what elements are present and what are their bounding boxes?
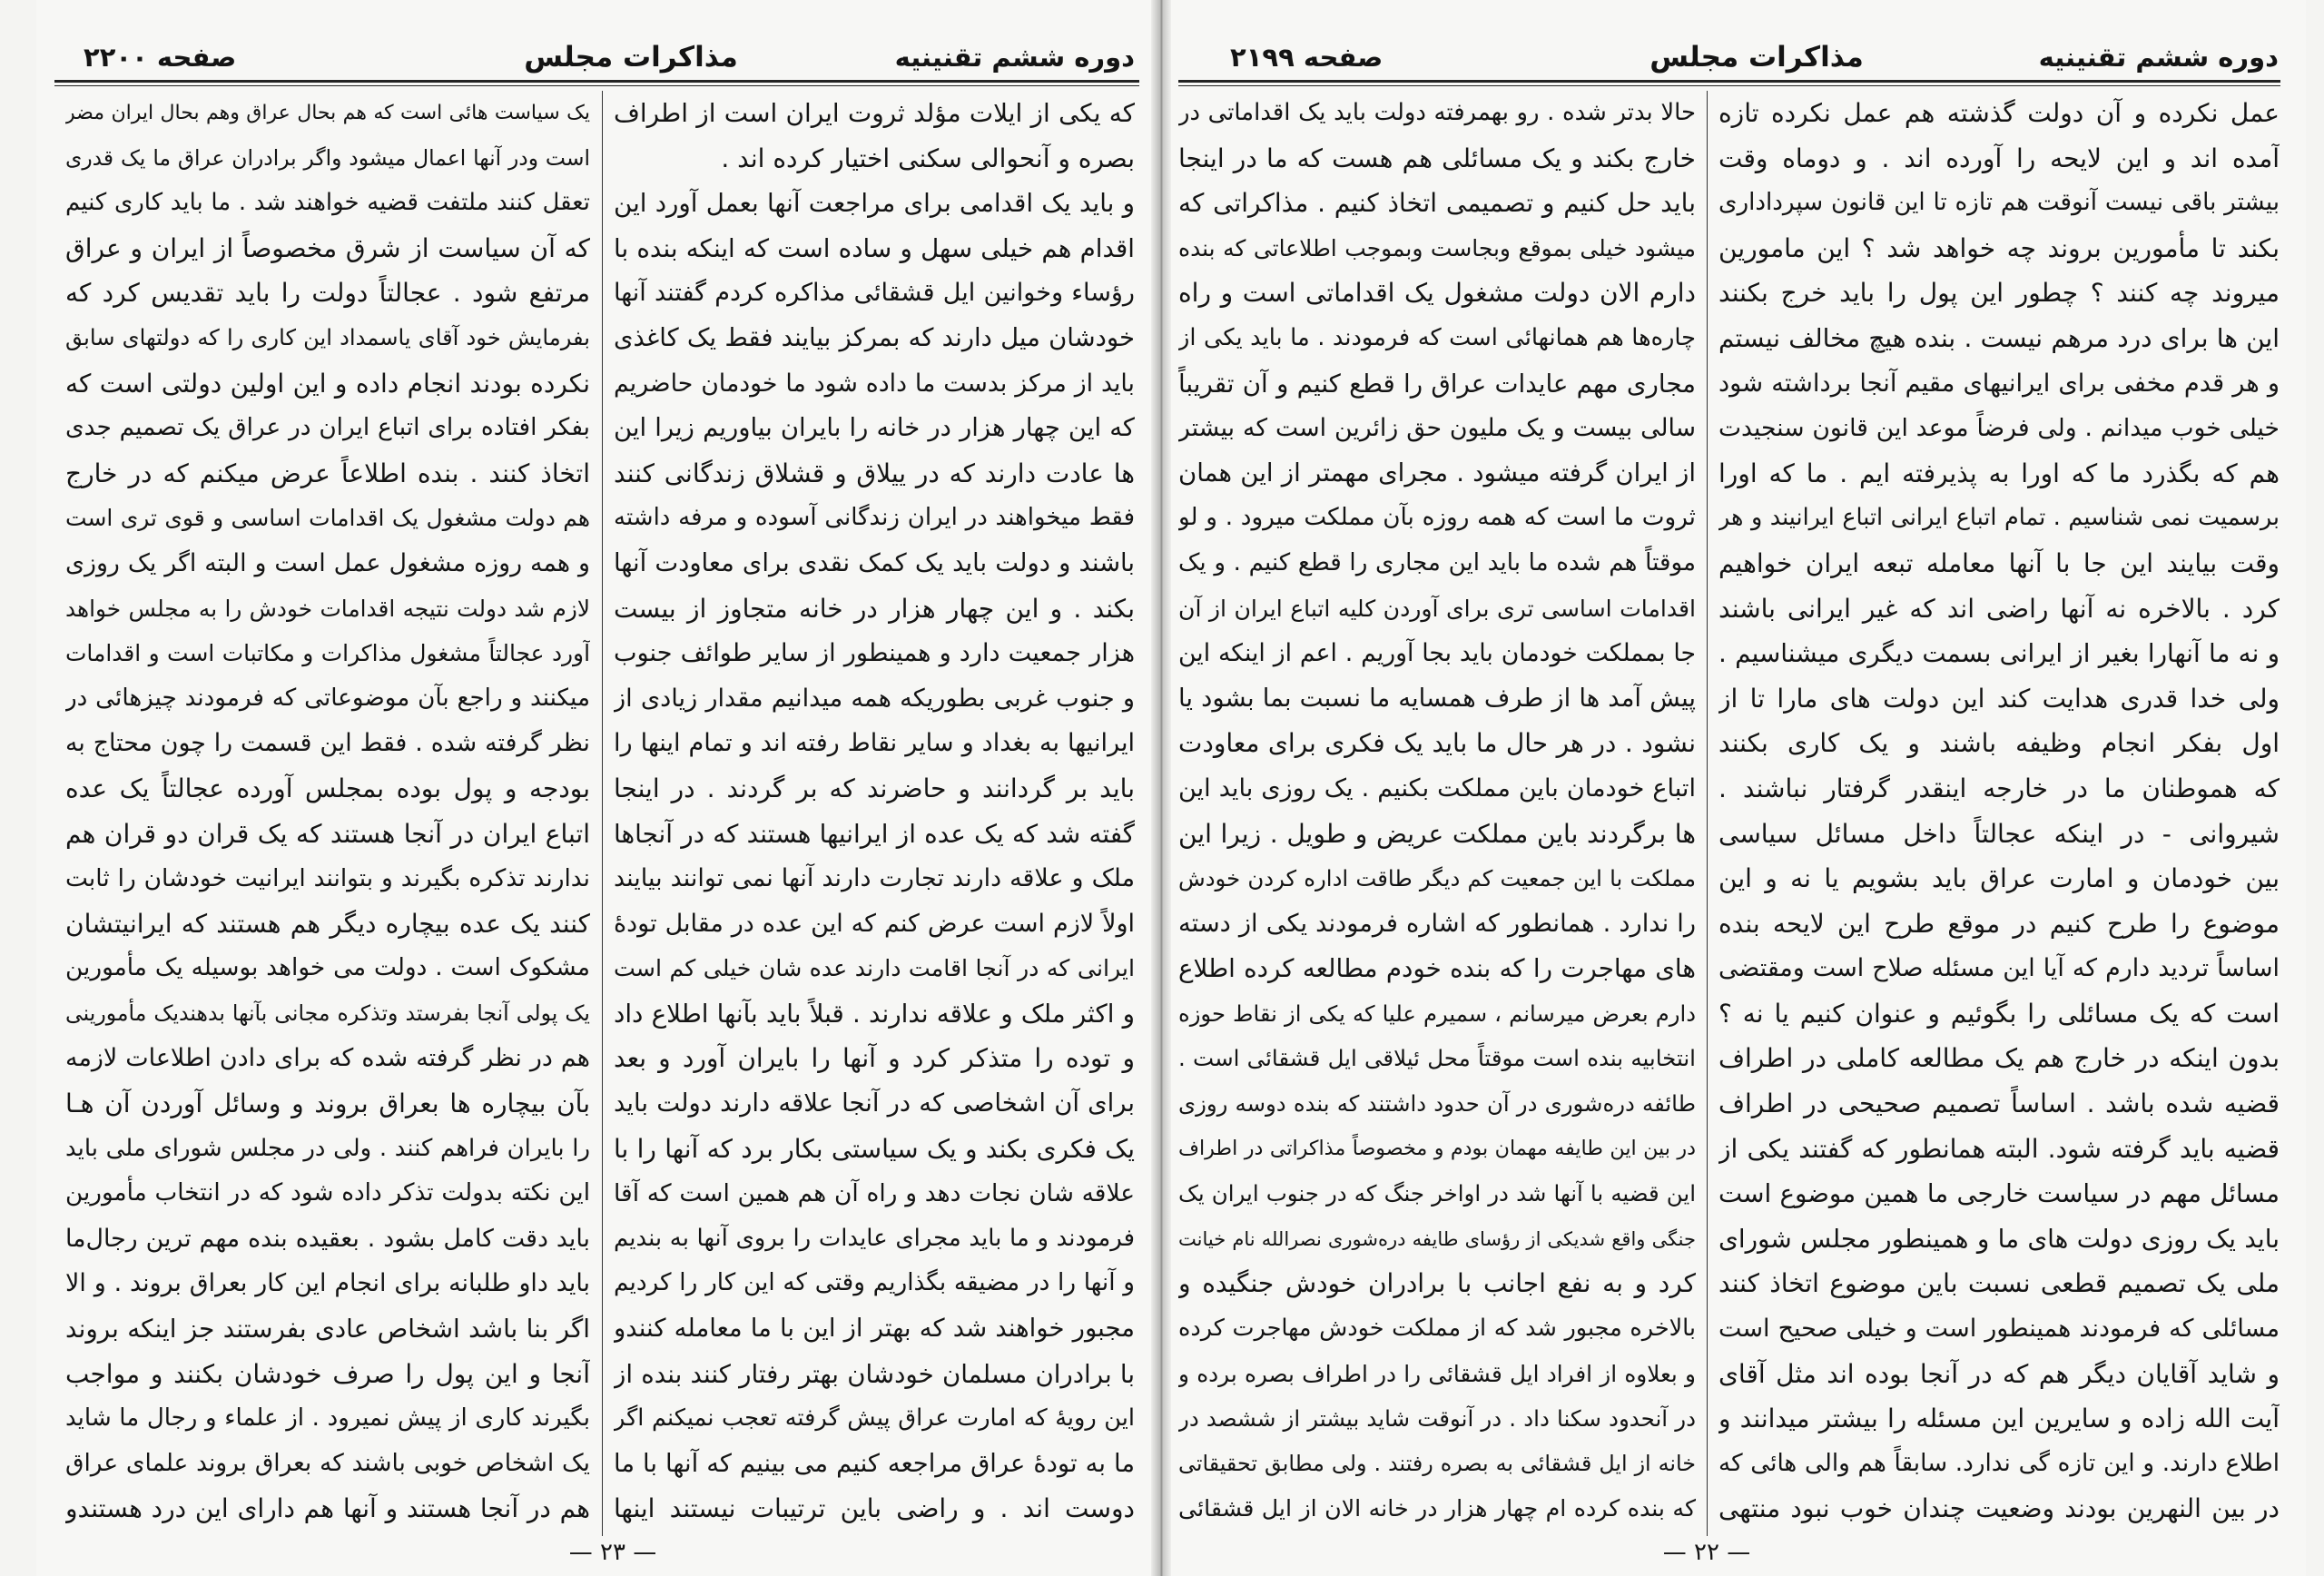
text-line: بفکر افتاده برای اتباع ایران در عراق یک تصمیم جدی bbox=[65, 414, 590, 442]
text-line: موضوع را طرح کنیم در موقع طرح این لایحه بنده bbox=[1718, 908, 2280, 939]
text-line: بدون اینکه در خارج هم یک مطالعه کاملی در اطراف bbox=[1718, 1043, 2280, 1074]
session-label: دوره ششم تقنینیه bbox=[894, 42, 1135, 73]
text-line: در آنحدود سکنا داد . در آنوقت شاید بیشتر از ششصد در bbox=[1178, 1405, 1696, 1433]
text-line: اول بفکر انجام وظیفه باشند و یک کاری بکنند bbox=[1718, 728, 2280, 759]
text-line: و بعلاوه از افراد ایل قشقائی را در اطراف بصره برده و bbox=[1178, 1360, 1696, 1387]
text-line: قضیه شده باشد . اساساً تصمیم صحیحی در اطراف bbox=[1718, 1088, 2280, 1119]
text-line: کرد . بالاخره نه آنها راضی اند که غیر ایرانی باشند bbox=[1718, 593, 2280, 624]
text-line: اقدامات اساسی تری برای آوردن کلیه اتباع ایران از آن bbox=[1178, 595, 1696, 622]
text-line: و هر قدم مخفی برای ایرانیهای مقیم آنجا برداشته شود bbox=[1718, 369, 2280, 398]
text-line: پیش آمد ها از طرف همسایه ما نسبت بما بشود یا bbox=[1178, 684, 1696, 713]
text-line: که این چهار هزار در خانه را بایران بیاوریم زیرا این bbox=[614, 414, 1135, 443]
text-line: ندارند تذکره بگیرند و بتوانند ایرانیت خودشان را ثابت bbox=[65, 864, 590, 893]
text-line: گفته شد که یک عده از ایرانیها هستند که در آنجاها bbox=[614, 818, 1135, 849]
text-line: که یکی از ایلات مؤلد ثروت ایران است از اطراف bbox=[614, 98, 1135, 128]
text-line: اطلاع دارند. و این تازه گی ندارد. سابقاً هم والی هائی که bbox=[1718, 1449, 2280, 1477]
text-line: مسائل مهم در سیاست خارجی ما همین موضوع است bbox=[1718, 1178, 2280, 1209]
text-line: باید از مرکز بدست ما داده شود ما خودمان حاضریم bbox=[614, 369, 1135, 398]
text-line: بودجه و پول بوده بمجلس آورده عجالتاً یک عده bbox=[65, 773, 590, 803]
text-line: است که یک مسائلی را بگوئیم و عنوان کنیم یا نه ؟ bbox=[1718, 998, 2280, 1029]
text-line: لازم شد دولت نتیجه اقدامات خودش را به مجلس خواهد bbox=[65, 595, 590, 622]
text-line: رؤساء وخوانین ایل قشقائی مذاکره کردم گفتند آنها bbox=[614, 279, 1135, 308]
journal-title: مذاکرات مجلس bbox=[1649, 41, 1864, 74]
text-line: ثروت ما است که همه روزه بآن مملکت میرود . و لو bbox=[1178, 504, 1696, 532]
text-line: های مهاجرت را که بنده خودم مطالعه کرده اطلاع bbox=[1178, 953, 1696, 984]
text-line: یک سیاست هائی است که هم بحال عراق وهم بحال ایران مضر bbox=[65, 102, 590, 124]
text-line: و نه ما آنهارا بغیر از ایرانی بسمت دیگری میشناسیم . bbox=[1718, 638, 2280, 669]
text-line: و اکثر ملک و علاقه ندارند . قبلاً باید بآنها اطلاع داد bbox=[614, 998, 1135, 1029]
text-line: اگر بنا باشد اشخاص عادی بفرستند جز اینکه بروند bbox=[65, 1314, 590, 1345]
text-line: و جنوب غربی بطوریکه همه میدانیم مقدار زیادی از bbox=[614, 684, 1135, 713]
text-line: ها عادت دارند که در ییلاق و قشلاق زندگانی کنند bbox=[614, 458, 1135, 488]
text-line: است ودر آنها اعمال میشود واگر برادران عراق ما یک قدری bbox=[65, 144, 590, 171]
text-line: و آنها را در مضیقه بگذاریم وقتی که این کار را کردیم bbox=[614, 1269, 1135, 1297]
text-line: فرمودند و ما باید مجرای عایدات را بروی آنها به بندیم bbox=[614, 1224, 1135, 1252]
text-line: مسائلی که فرمودند همینطور است و خیلی صحیح است bbox=[1718, 1315, 2280, 1344]
text-line: برای آن اشخاصی که در آنجا علاقه دارند دولت باید bbox=[614, 1089, 1135, 1118]
text-line: هزار جمعیت دارد و همینطور از سایر طوائف جنوب bbox=[614, 639, 1135, 668]
text-line: کرد و به نفع اجانب با برادران خودش جنگیده و bbox=[1178, 1268, 1696, 1299]
column-divider bbox=[1707, 91, 1708, 1536]
text-line: برسمیت نمی شناسیم . تمام اتباع ایرانی اتباع ایرانیند و هر bbox=[1718, 504, 2280, 532]
text-column-right bbox=[614, 91, 1135, 1536]
text-line: هم دولت مشغول یک اقدامات اساسی و قوی تری است bbox=[65, 505, 590, 532]
text-line: طائفه دره‌شوری در آن حدود داشتند که بنده دوسه روزی bbox=[1178, 1090, 1696, 1118]
text-line: موقتاً هم شده ما باید این مجاری را قطع کنیم . و یک bbox=[1178, 548, 1696, 576]
text-line: اساساً تردید دارم که آیا این مسئله صلاح است ومقتضی bbox=[1718, 954, 2280, 983]
text-line: مجاری مهم عایدات عراق را قطع کنیم و آن تقریباً bbox=[1178, 368, 1696, 399]
text-line: این قضیه با آنها شد در اواخر جنگ که در جنوب ایران یک bbox=[1178, 1180, 1696, 1207]
text-line: باید بر گردانند و حاضرند که بر گردند . در اینجا bbox=[614, 773, 1135, 803]
text-line: خانه از ایل قشقائی به بصره رفتند . ولی مطابق تحقیقاتی bbox=[1178, 1450, 1696, 1476]
text-line: میروند چه کنند ؟ چطور این پول را باید خرج بکنند bbox=[1718, 278, 2280, 309]
text-line: بالاخره مجبور شد که از مملکت خودش مهاجرت کرده bbox=[1178, 1315, 1696, 1343]
text-column-left bbox=[65, 91, 590, 1536]
page-number-label: صفحه ۲۱۹۹ bbox=[1230, 42, 1384, 73]
text-line: میکنند و راجع بآن موضوعاتی که فرمودند چیزهائی در bbox=[65, 684, 590, 712]
text-line: ایرانی که در آنجا اقامت دارند عده شان خیلی کم است bbox=[614, 955, 1135, 982]
text-line: چاره‌ها هم همانهائی است که فرمودند . ما باید یکی از bbox=[1178, 323, 1696, 351]
page-footer-number: — ۲۲ — bbox=[1662, 1539, 1751, 1566]
text-line: که هموطنان ما در خارجه اینقدر گرفتار نباشند . bbox=[1718, 773, 2280, 803]
text-line: خودشان میل دارند که بمرکز بیایند فقط یک کاغذی bbox=[614, 323, 1135, 352]
text-line: آنجا و این پول را صرف خودشان بکنند و مواجب bbox=[65, 1358, 590, 1389]
text-line: و باید یک اقدامی برای مراجعت آنها بعمل آورد این bbox=[614, 188, 1135, 219]
text-line: باید یک روزی دولت های ما و همینطور مجلس شورای bbox=[1718, 1223, 2280, 1254]
page-footer-number: — ۲۳ — bbox=[568, 1539, 657, 1566]
text-line: اتباع خودمان باین مملکت بکنیم . یک روزی باید این bbox=[1178, 773, 1696, 803]
text-line: آورد عجالتاً مشغول مذاکرات و مکاتبات است و اقدامات bbox=[65, 640, 590, 667]
text-line: اقدام هم خیلی سهل و ساده است که اینکه بنده با bbox=[614, 232, 1135, 263]
text-line: انتخابیه بنده است موقتاً محل ئیلاقی ایل قشقائی است . bbox=[1178, 1045, 1696, 1072]
text-line: شیروانی - در اینکه عجالتاً داخل مسائل سیاسی bbox=[1718, 818, 2280, 849]
text-line: کنند یک عده بیچاره دیگر هم هستند که ایرانیتشان bbox=[65, 908, 590, 939]
text-line: نکرده بودند انجام داده و این اولین دولتی است که bbox=[65, 368, 590, 399]
text-line: جا بمملکت خودمان باید بجا آوریم . اعم از اینکه این bbox=[1178, 639, 1696, 668]
text-line: مرتفع شود . عجالتاً دولت را باید تقدیس کرد که bbox=[65, 278, 590, 309]
text-line: هم که بگذرد ما که اورا به پذیرفته ایم . ما که اورا bbox=[1718, 458, 2280, 488]
text-line: نشود . در هر حال ما باید یک فکری برای معاودت bbox=[1178, 728, 1696, 759]
text-line: وقت بیایند این جا با آنها معامله تبعه ایران خواهیم bbox=[1718, 547, 2280, 578]
header-rule bbox=[54, 80, 1139, 86]
text-line: مجبور خواهند شد که بهتر از این با ما معامله کنندو bbox=[614, 1314, 1135, 1344]
text-line: باید حل کنیم و تصمیمی اتخاذ کنیم . مذاکراتی که bbox=[1178, 188, 1696, 219]
text-line: بیشتر باقی نیست آنوقت هم تازه تا این قانون سپرداداری bbox=[1718, 189, 2280, 217]
text-line: بکند تا مأمورین بروند چه خواهد شد ؟ این مامورین bbox=[1718, 232, 2280, 263]
text-line: در بین این طایفه مهمان بودم و مخصوصاً مذاکراتی در اطراف bbox=[1178, 1136, 1696, 1160]
text-line: باید دقت کامل بشود . بعقیده بنده مهم ترین رجال‌ما bbox=[65, 1224, 590, 1253]
text-line: اتباع ایران در آنجا هستند که یک قران دو قران هم bbox=[65, 818, 590, 849]
text-line: اولاً لازم است عرض کنم که این عده در مقابل تودهٔ bbox=[614, 909, 1135, 938]
text-line: جنگی واقع شدیکی از رؤسای طایفه دره‌شوری نصرالله نام خیانت bbox=[1178, 1226, 1696, 1250]
text-line: در بین النهرین بودند وضعیت چندان خوب نبود منتهی bbox=[1718, 1493, 2280, 1524]
text-line: این نکته بدولت تذکر داده شود که در انتخاب مأمورین bbox=[65, 1179, 590, 1207]
text-line: باید داو طلبانه برای انجام این کار بعراق بروند . و الا bbox=[65, 1269, 590, 1298]
text-line: از ایران گرفته میشود . مجرای مهمتر از این همان bbox=[1178, 458, 1696, 488]
text-line: عمل نکرده و آن دولت گذشته هم عمل نکرده تازه bbox=[1718, 98, 2280, 128]
text-line: یک فکری بکند و یک سیاستی بکار برد که آنها را با bbox=[614, 1133, 1135, 1164]
text-line: تعقل کنند ملتفت قضیه خواهند شد . ما باید کاری کنیم bbox=[65, 189, 590, 217]
text-line: خیلی خوب میدانم . ولی فرضاً موعد این قانون سنجیدت bbox=[1718, 414, 2280, 443]
text-line: دارم بعرض میرسانم ، سمیرم علیا که یکی از نقاط حوزه bbox=[1178, 1000, 1696, 1027]
text-line: ما به تودهٔ عراق مراجعه کنیم می بینیم که آنها با ما bbox=[614, 1449, 1135, 1478]
text-line: آمده اند و این لایحه را آورده اند . و دوماه وقت bbox=[1718, 143, 2280, 173]
text-line: باشند و دولت باید یک کمک نقدی برای معاودت آنها bbox=[614, 548, 1135, 577]
text-line: و شاید آقایان دیگر هم که در آنجا بوده اند مثل آقای bbox=[1718, 1358, 2280, 1389]
text-line: بفرمایش خود آقای یاسمداد این کاری را که دولتهای سابق bbox=[65, 324, 590, 350]
header-rule bbox=[1178, 80, 2280, 86]
text-line: علاقه شان نجات دهد و راه آن هم همین است که آقا bbox=[614, 1179, 1135, 1208]
text-line: اتخاذ کنند . بنده اطلاعاً عرض میکنم که در خارج bbox=[65, 458, 590, 488]
text-line: ملک و علاقه دارند تجارت دارند آنها نمی توانند بیایند bbox=[614, 864, 1135, 893]
text-line: هم در نظر گرفته شده که برای دادن اطلاعات لازمه bbox=[65, 1044, 590, 1073]
text-line: فقط میخواهند در ایران زندگانی آسوده و مرفه داشته bbox=[614, 504, 1135, 532]
text-line: بآن بیچاره ها بعراق بروند و وسائل آوردن آن هـا bbox=[65, 1088, 590, 1119]
text-line: ها برگردند باین مملکت عریض و طویل . زیرا این bbox=[1178, 818, 1696, 849]
text-line: را ندارد . همانطور که اشاره فرمودند یکی از دسته bbox=[1178, 909, 1696, 938]
journal-title: مذاکرات مجلس bbox=[524, 41, 738, 74]
text-line: و توده را متذکر کرد و آنها را بایران آورد و بعد bbox=[614, 1043, 1135, 1074]
text-line: قضیه باید گرفته شود. البته همانطور که گفتند یکی از bbox=[1718, 1133, 2280, 1164]
column-divider bbox=[602, 91, 603, 1536]
text-line: بگیرند کاری از پیش نمیرود . از علماء و رجال ما شاید bbox=[65, 1404, 590, 1433]
session-label: دوره ششم تقنینیه bbox=[2038, 42, 2279, 73]
text-line: یک اشخاص خوبی باشند که بعراق بروند علمای عراق bbox=[65, 1449, 590, 1477]
text-line: که آن سیاست از شرق مخصوصاً از ایران و عراق bbox=[65, 232, 590, 263]
page-number-label: صفحه ۲۲۰۰ bbox=[84, 42, 237, 73]
text-column-right bbox=[1718, 91, 2280, 1536]
text-line: مشکوک است . دولت می خواهد بوسیله یک مأمورین bbox=[65, 954, 590, 982]
text-line: را بایران فراهم کنند . ولی در مجلس شورای ملی باید bbox=[65, 1134, 590, 1162]
text-column-left bbox=[1178, 91, 1696, 1536]
text-line: خارج بکند و یک مسائلی هم هست که ما در اینجا bbox=[1178, 143, 1696, 173]
text-line: حالا بدتر شده . رو بهمرفته دولت باید یک اقداماتی در bbox=[1178, 99, 1696, 126]
text-line: این رویهٔ که امارت عراق پیش گرفته تعجب نمیکنم اگر bbox=[614, 1404, 1135, 1433]
text-line: ملی یک تصمیم قطعی نسبت باین موضوع اتخاذ کنند bbox=[1718, 1268, 2280, 1299]
text-line: و همه روزه مشغول عمل است و البته اگر یک روزی bbox=[65, 548, 590, 577]
text-line: بین خودمان و امارت عراق باید بشویم یا نه و این bbox=[1718, 863, 2280, 894]
text-line: هم در آنجا هستند و آنها هم دارای این درد هستندو bbox=[65, 1493, 590, 1524]
text-line: سالی بیست و یک ملیون حق زائرین است که بیشتر bbox=[1178, 414, 1696, 443]
text-line: ولی خدا قدری هدایت کند این دولت های مارا تا از bbox=[1718, 683, 2280, 714]
book-gutter bbox=[1151, 0, 1171, 1576]
text-line: میشود خیلی بموقع وبجاست وبموجب اطلاعاتی که بنده bbox=[1178, 234, 1696, 261]
text-line: دوست اند . و راضی باین ترتیبات نیستند اینها bbox=[614, 1493, 1135, 1524]
text-line: بصره و آنحوالی سکنی اختیار کرده اند . bbox=[721, 143, 1135, 173]
text-line: نظر گرفته شده . فقط این قسمت را چون محتاج به bbox=[65, 729, 590, 758]
text-line: بکند . و این چهار هزار در خانه متجاوز از بیست bbox=[614, 593, 1135, 624]
text-line: این ها برای درد مرهم نیست . بنده هیچ مخالف نیستم bbox=[1718, 322, 2280, 353]
text-line: مملکت با این جمعیت کم دیگر طاقت اداره کردن خودش bbox=[1178, 865, 1696, 892]
text-line: دارم الان دولت مشغول یک اقداماتی است و راه bbox=[1178, 278, 1696, 309]
text-line: با برادران مسلمان خودشان بهتر رفتار کنند بنده از bbox=[614, 1358, 1135, 1389]
text-line: که بنده کرده ام چهار هزار در خانه الان از ایل قشقائی bbox=[1178, 1494, 1696, 1522]
text-line: آیت الله زاده و سایرین این مسئله را بیشتر میدانند و bbox=[1718, 1404, 2280, 1434]
text-line: ایرانیها به بغداد و سایر نقاط رفته اند و تمام اینها را bbox=[614, 729, 1135, 758]
text-line: یک پولی آنجا بفرستد وتذکره مجانی بآنها بدهندیک مأمورینی bbox=[65, 1000, 590, 1026]
